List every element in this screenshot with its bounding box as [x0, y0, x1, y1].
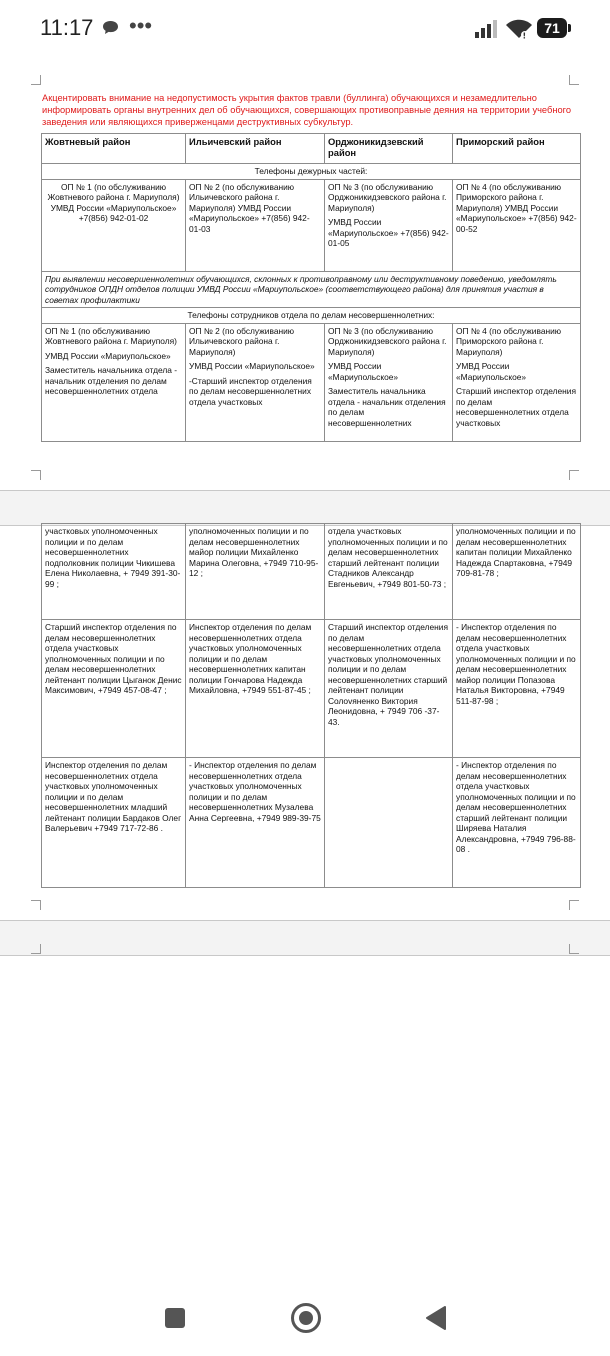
officer-cell: - Инспектор отделения по делам несовершеннолетних отдела участковых уполномоченных полиции и по делам несовершеннолетних старший лейтенант полиции Ширяева Наталия Александровна, +7949 796-88-08 .	[453, 758, 581, 888]
officer-cell: участковых уполномоченных полиции и по делам несовершеннолетних подполковник полиции Чикишева Елена Николаевна, + 7949 391-30-99 ;	[42, 524, 186, 620]
more-notifications-indicator: •••	[129, 13, 153, 38]
status-time: 11:17	[40, 15, 94, 40]
chat-bubble-icon	[102, 20, 119, 35]
contacts-table-page2	[41, 523, 581, 888]
cell-text: УМВД России «Мариупольское»	[45, 350, 171, 361]
juvenile-cell-op1	[42, 323, 186, 441]
cell-text: ОП № 3 (по обслуживанию Орджоникидзевского района г. Мариуполя)	[328, 181, 447, 213]
juvenile-cell-op2	[186, 323, 325, 441]
column-header: Жовтневый район	[42, 134, 186, 164]
cell-text: Старший инспектор отделения по делам несовершеннолетних отдела участковых	[456, 386, 577, 428]
cell-text: УМВД России «Мариупольское» +7(856) 942-01-05	[328, 217, 449, 248]
juvenile-cell-op4	[453, 323, 581, 441]
table-row	[42, 308, 581, 324]
duty-cell-op4	[453, 179, 581, 271]
officer-cell: - Инспектор отделения по делам несовершеннолетних отдела участковых уполномоченных полиции и по делам несовершеннолетних Музалева Анна Сергеевна, +7949 989-39-75	[186, 758, 325, 888]
duty-cell-op3	[325, 179, 453, 271]
cell-text: ОП № 3 (по обслуживанию Орджоникидзевского района г. Мариуполя)	[328, 325, 447, 357]
page-corner-mark	[569, 944, 579, 954]
home-circle-dot[interactable]	[299, 1311, 313, 1325]
page-corner-mark	[31, 470, 41, 480]
table-row	[42, 620, 581, 758]
column-header: Орджоникидзевский район	[325, 134, 453, 164]
table-row	[42, 164, 581, 180]
officer-cell: Старший инспектор отделения по делам несовершеннолетних отдела участковых уполномоченных полиции и по делам несовершеннолетних лейтенант полиции Цыганок Денис Максимович, +7949 457-08-47 ;	[42, 620, 186, 758]
page-corner-mark	[31, 75, 41, 85]
cell-text: ОП № 4 (по обслуживанию Приморского района г. Мариуполя)	[456, 325, 562, 357]
juvenile-section-header: Телефоны сотрудников отдела по делам несовершеннолетних:	[42, 308, 581, 324]
officer-cell: - Инспектор отделения по делам несовершеннолетних отдела участковых уполномоченных полиции и по делам несовершеннолетних майор полиции Попазова Наталья Викторовна, +7949 511-87-98 ;	[453, 620, 581, 758]
page-corner-mark	[569, 470, 579, 480]
table-row	[42, 323, 581, 441]
signal-icon	[474, 20, 498, 38]
cell-text: Заместитель начальника отдела - начальник отделения по делам несовершеннолетних отдела	[45, 365, 177, 396]
table-row	[42, 271, 581, 308]
table-header-row	[42, 134, 581, 164]
page-corner-mark	[31, 900, 41, 910]
table-row	[42, 179, 581, 271]
officer-cell: Старший инспектор отделения по делам несовершеннолетних отдела участковых уполномоченных полиции и по делам несовершеннолетних старший лейтенант полиции Солovяненко Виктория Леонидовна, + 7949 706 -37- 43.	[325, 620, 453, 758]
duty-cell-op2	[186, 179, 325, 271]
page-corner-mark	[31, 944, 41, 954]
page-break	[0, 920, 610, 956]
contacts-table-page1	[41, 133, 581, 442]
page-break	[0, 490, 610, 526]
back-triangle-icon[interactable]	[425, 1305, 447, 1331]
wifi-icon	[505, 18, 533, 40]
cell-text: УМВД России «Мариупольское»	[189, 361, 315, 371]
officer-cell: отдела участковых уполномоченных полиции и по делам несовершеннолетних старший лейтенант полиции Стадников Александр Евгеньевич, +7949 801-50-73 ;	[325, 524, 453, 620]
svg-text:!: !	[522, 31, 527, 40]
officer-cell: уполномоченных полиции и по делам несовершеннолетних майор полиции Михайленко Марина Олеговна, +7949 710-95-12 ;	[186, 524, 325, 620]
officer-cell: Инспектор отделения по делам несовершеннолетних отдела участковых уполномоченных полиции и по делам несовершеннолетних младший лейтенант полиции Бардаков Олег Валерьевич +7949 717-72-86 .	[42, 758, 186, 888]
table-row	[42, 524, 581, 620]
juvenile-cell-op3	[325, 323, 453, 441]
officer-cell	[325, 758, 453, 888]
battery-level: 71	[544, 20, 560, 36]
recents-square-icon[interactable]	[165, 1308, 185, 1328]
intro-warning-text: Акцентировать внимание на недопустимость укрытия фактов травли (буллинга) обучающихся и незамедлительно информировать органы внутренних дел об обучающихся, совершающих противоправные деяния на территории учебного заведения или являющихся приверженцами деструктивных субкультур.	[42, 93, 571, 127]
officer-cell: уполномоченных полиции и по делам несовершеннолетних капитан полиции Михайленко Надежда Спартаковна, +7949 709-81-78 ;	[453, 524, 581, 620]
cell-text: ОП № 2 (по обслуживанию Ильичевского района г. Мариуполя) УМВД России «Мариупольское» +7(856) 942-01-03	[189, 181, 310, 234]
cell-text: ОП № 4 (по обслуживанию Приморского района г. Мариуполя) УМВД России «Мариупольское» +7(856) 942-00-52	[456, 181, 577, 234]
column-header: Приморский район	[453, 134, 581, 164]
cell-text: ОП № 1 (по обслуживанию Жовтневого района г. Мариуполя) УМВД России «Мариупольское» +7(856) 942-01-02	[47, 181, 180, 223]
cell-text: ОП № 2 (по обслуживанию Ильичевского района г. Мариуполя)	[189, 325, 295, 357]
page-corner-mark	[569, 900, 579, 910]
cell-text: УМВД России «Мариупольское»	[328, 361, 399, 382]
status-bar	[0, 0, 610, 58]
notice-text: При выявлении несовершеннолетних обучающихся, склонных к противоправному или деструктивному поведению, уведомлять сотрудников ОПДН отделов полиции УМВД России «Мариупольское» (соответствующего района) для принятия участия в советах профилактики	[42, 271, 581, 308]
cell-text: УМВД России «Мариупольское»	[456, 361, 527, 382]
cell-text: Заместитель начальника отдела - начальник отделения по делам несовершеннолетних	[328, 386, 446, 428]
column-header: Ильичевский район	[186, 134, 325, 164]
cell-text: ОП № 1 (по обслуживанию Жовтневого района г. Мариуполя)	[45, 325, 177, 346]
duty-section-header: Телефоны дежурных частей:	[42, 164, 581, 180]
battery-tip	[568, 24, 571, 32]
officer-cell: Инспектор отделения по делам несовершеннолетних отдела участковых уполномоченных полиции и по делам несовершеннолетних капитан полиции Гончарова Надежда Михайловна, +7949 551-87-45 ;	[186, 620, 325, 758]
cell-text: -Старший инспектор отделения по делам несовершеннолетних отдела участковых	[189, 375, 312, 407]
page-corner-mark	[569, 75, 579, 85]
battery-icon	[537, 18, 567, 38]
duty-cell-op1	[42, 179, 186, 271]
table-row	[42, 758, 581, 888]
